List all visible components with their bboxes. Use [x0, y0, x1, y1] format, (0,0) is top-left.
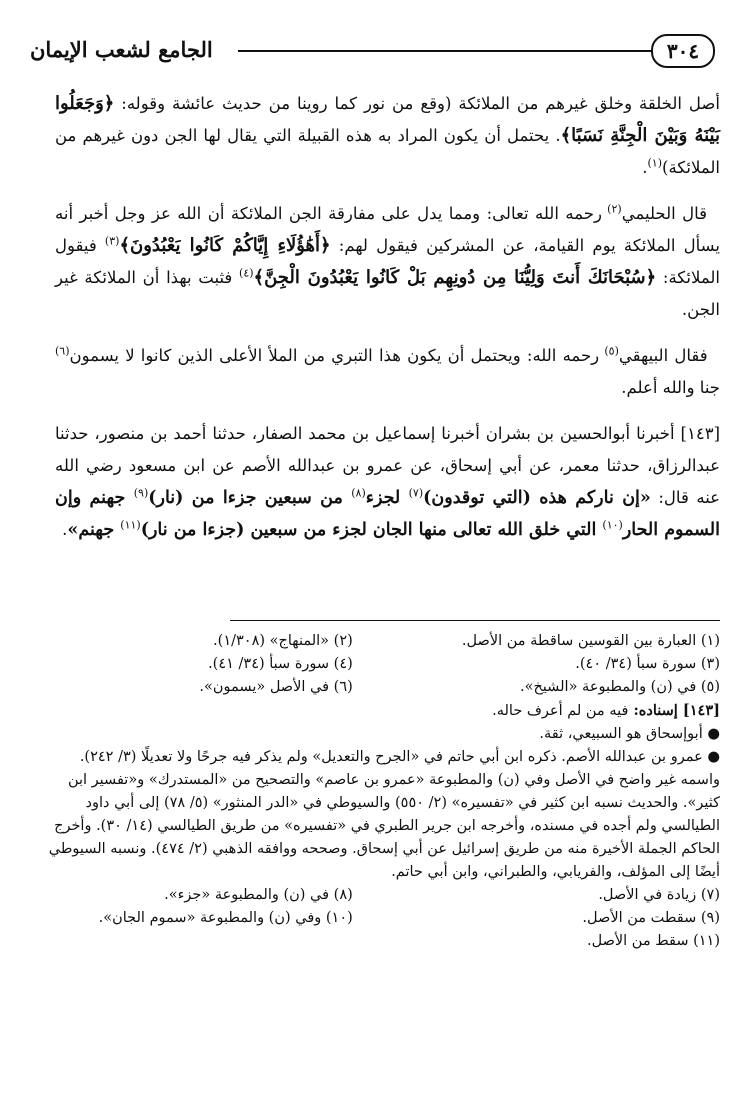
isnad-bullet-2 [40, 746, 720, 884]
quran-verse: ﴿وَجَعَلُوا بَيْنَهُ وَبَيْنَ الْجِنَّةِ نَسَبًا﴾ [55, 93, 720, 146]
quran-verse: ﴿أَهَٰؤُلَاءِ إِيَّاكُمْ كَانُوا يَعْبُدُونَ﴾ [119, 235, 331, 256]
footnote-4: (٤) سورة سبأ (٣٤/ ٤١). [208, 656, 353, 672]
footnote-3: (٣) سورة سبأ (٣٤/ ٤٠). [575, 656, 720, 672]
footnote-9: (٩) سقطت من الأصل. [582, 910, 720, 926]
text: ● عمرو بن عبدالله الأصم. ذكره ابن أبي حاتم في «الجرح والتعديل» ولم يذكر فيه جرحًا ولا تعديلًا (٣/ ٢٤٢). واسمه غير واضح في الأصل وفي (ن) والمطبوعة «عمرو بن عاصم» [79, 749, 720, 788]
hadith-text: جهنم» [67, 520, 121, 540]
hadith-paragraph [55, 418, 720, 546]
page-header [30, 32, 715, 72]
text: فقال البيهقي [618, 346, 708, 365]
footnote-row [40, 653, 720, 676]
footnote-2: (٢) «المنهاج» (١/٣٠٨). [213, 633, 353, 649]
page-number: ٣٠٤ [651, 34, 715, 68]
footnote-ref[interactable]: (٣) [104, 234, 120, 248]
footnote-ref[interactable]: (٥) [604, 344, 619, 358]
text: والتصحيح من «المستدرك» و«تفسير ابن كثير». والحديث نسبه ابن كثير في «تفسيره» (٢/ ٥٥٠) والسيوطي في «الدر المنثور» (٥/ ٧٨) إلى أبي داود الطيالسي ولم أجده في مسنده، وأخرجه ابن جرير الطبري في «تفسيره» من طريق الطيالسي (١٤/ ٣٠). وأخرج الحاكم الجملة الأخيرة منه من طريق إسرائيل عن أبي إسحاق. وصححه ووافقه الذهبي (٢/ ٤٧٤). ونسبه السيوطي أيضًا إلى المؤلف، والفريابي، والطبراني، وابن أبي حاتم. [48, 772, 720, 880]
text: فثبت بهذا أن الملائكة غير الجن. [55, 268, 720, 319]
hadith-text: «إن ناركم هذه (التي توقدون) [423, 488, 651, 508]
hadith-text: لجزء [365, 488, 409, 508]
footnote-10: (١٠) وفي (ن) والمطبوعة «سموم الجان». [98, 910, 353, 926]
isnad-title: [١٤٣] إسناده: [628, 702, 720, 719]
text: رحمه الله تعالى: ومما يدل على مفارقة الجن الملائكة أن الله عز وجل أخبر أنه يسأل الملائكة يوم القيامة، عن المشركين فيقول لهم: [55, 204, 720, 255]
footnote-row [40, 676, 720, 699]
text: فيقول الملائكة: [55, 236, 720, 287]
paragraph-2 [55, 198, 720, 326]
main-text [55, 88, 720, 560]
isnad-bullet-1: ● أبوإسحاق هو السبيعي، ثقة. [539, 726, 720, 742]
footnote-ref[interactable]: (١) [647, 156, 663, 170]
footnote-ref[interactable]: (٨) [351, 486, 366, 500]
header-rule [238, 50, 653, 52]
text: قال الحليمي [621, 204, 708, 223]
footnote-ref[interactable]: (١١) [120, 518, 141, 532]
text: . [642, 158, 648, 177]
quran-verse: ﴿سُبْحَانَكَ أَنتَ وَلِيُّنَا مِن دُونِهِم بَلْ كَانُوا يَعْبُدُونَ الْجِنَّ﴾ [253, 267, 657, 288]
hadith-text: من سبعين جزءا من (نار) [148, 488, 352, 508]
footnote-ref[interactable]: (٩) [133, 486, 149, 500]
footnote-11: (١١) سقط من الأصل. [587, 933, 720, 949]
footnote-7: (٧) زيادة في الأصل. [598, 887, 720, 903]
footnote-ref[interactable]: (٦) [55, 344, 70, 358]
footnote-ref[interactable]: (٧) [408, 486, 424, 500]
text: [١٤٣] أخبرنا أبوالحسين بن بشران أخبرنا إسماعيل بن محمد الصفار، حدثنا أحمد بن منصور، حدثنا عبدالرزاق، حدثنا معمر، عن أبي إسحاق، عن عمرو بن عبدالله الأصم عن ابن مسعود رضي الله عنه قال: [55, 424, 721, 507]
text: جنا والله أعلم. [621, 378, 720, 397]
footnote-ref[interactable]: (٤) [239, 266, 254, 280]
footnote-row [40, 884, 720, 907]
text: . يحتمل أن يكون المراد به هذه القبيلة التي يقال لها الجن دون غيرهم من الملائكة) [55, 126, 720, 177]
isnad-note [40, 699, 720, 723]
hadith-text: التي خلق الله تعالى منها الجان لجزء من سبعين (جزءا من نار) [140, 520, 603, 540]
footnote-ref[interactable]: (١٠) [602, 518, 623, 532]
running-title: الجامع لشعب الإيمان [30, 37, 213, 62]
footnote-8: (٨) في (ن) والمطبوعة «جزء». [164, 887, 353, 903]
text: رحمه الله: ويحتمل أن يكون هذا التبري من الملأ الأعلى الذين كانوا لا يسمون [69, 346, 605, 365]
footnote-row [40, 630, 720, 653]
isnad-text: فيه من لم أعرف حاله. [492, 703, 629, 719]
footnote-ref[interactable]: (٢) [607, 202, 622, 216]
paragraph-3 [55, 340, 720, 404]
footnotes [40, 630, 720, 953]
footnote-divider [230, 620, 720, 621]
text: أصل الخلقة وخلق غيرهم من الملائكة (وقع من نور كما روينا من حديث عائشة وقوله: [114, 94, 720, 113]
footnote-5: (٥) في (ن) والمطبوعة «الشيخ». [519, 679, 720, 695]
footnote-row [40, 907, 720, 930]
text: . [62, 520, 68, 539]
footnote-6: (٦) في الأصل «يسمون». [199, 679, 353, 695]
footnote-1: (١) العبارة بين القوسين ساقطة من الأصل. [461, 633, 720, 649]
paragraph-1 [55, 88, 720, 184]
hadith-text: جهنم وإن السموم الحار [55, 488, 720, 540]
